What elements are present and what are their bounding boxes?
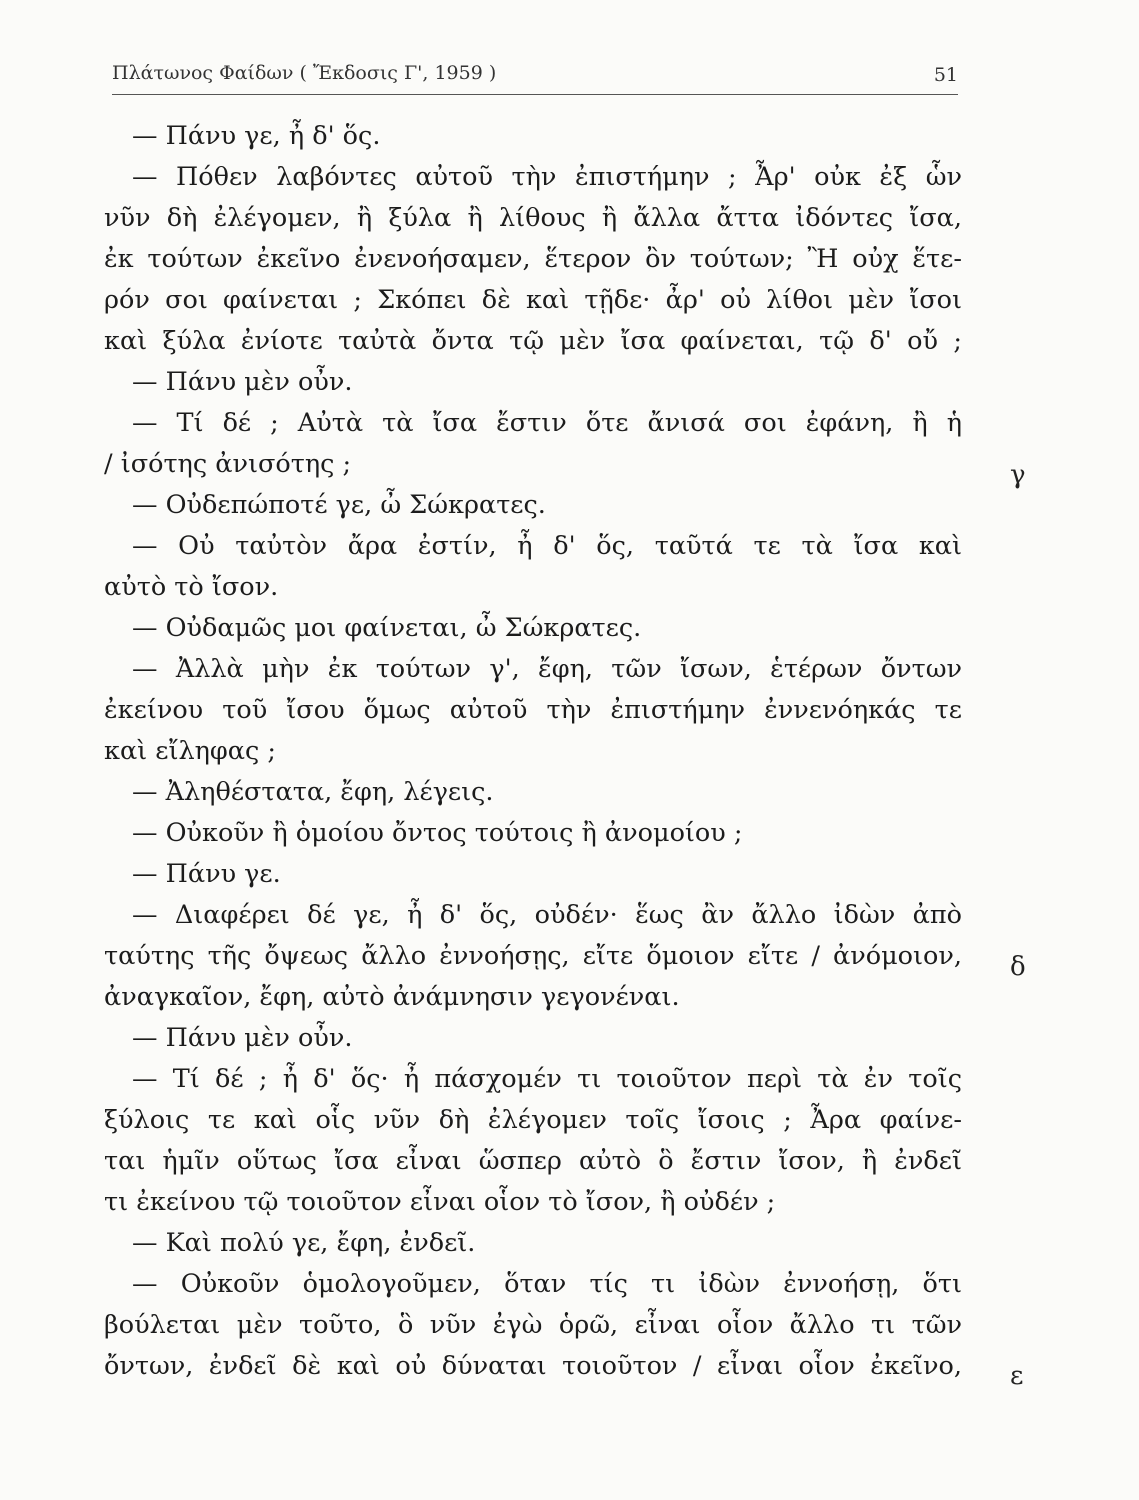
- text-line: — Οὐκοῦν ὁμολογοῦμεν, ὅταν τίς τι ἰδὼν ἐννοήσῃ, ὅτι: [132, 1269, 962, 1299]
- text-line: — Οὐδαμῶς μοι φαίνεται, ὦ Σώκρατες.: [132, 613, 642, 643]
- page-header: [112, 58, 958, 95]
- text-line: — Οὐκοῦν ἢ ὁμοίου ὄντος τούτοις ἢ ἀνομοίου ;: [132, 818, 743, 848]
- text-line: ξύλοις τε καὶ οἷς νῦν δὴ ἐλέγομεν τοῖς ἴσοις ; Ἆρα φαίνε-: [104, 1105, 962, 1135]
- text-line: — Ἀλλὰ μὴν ἐκ τούτων γ', ἔφη, τῶν ἴσων, ἑτέρων ὄντων: [132, 654, 962, 684]
- text-line: — Πάνυ γε.: [132, 859, 281, 889]
- text-line: ὄντων, ἐνδεῖ δὲ καὶ οὐ δύναται τοιοῦτον / εἶναι οἷον ἐκεῖνο,: [104, 1351, 962, 1381]
- text-line: νῦν δὴ ἐλέγομεν, ἢ ξύλα ἢ λίθους ἢ ἄλλα ἄττα ἰδόντες ἴσα,: [104, 203, 962, 233]
- margin-section-letter: ε: [1010, 1361, 1024, 1391]
- text-line: — Τί δέ ; Αὐτὰ τὰ ἴσα ἔστιν ὅτε ἄνισά σοι ἐφάνη, ἢ ἡ: [132, 408, 962, 438]
- text-line: ται ἡμῖν οὕτως ἴσα εἶναι ὥσπερ αὐτὸ ὃ ἔστιν ἴσον, ἢ ἐνδεῖ: [104, 1146, 962, 1176]
- running-title: Πλάτωνος Φαίδων ( Ἔκδοσις Γ', 1959 ): [112, 62, 497, 84]
- text-line: βούλεται μὲν τοῦτο, ὃ νῦν ἐγὼ ὁρῶ, εἶναι οἷον ἄλλο τι τῶν: [104, 1310, 962, 1340]
- text-line: καὶ εἴληφας ;: [104, 736, 276, 766]
- text-line: αὐτὸ τὸ ἴσον.: [104, 572, 279, 602]
- text-line: / ἰσότης ἀνισότης ;: [104, 449, 352, 479]
- text-line: — Τί δέ ; ἦ δ' ὅς· ἦ πάσχομέν τι τοιοῦτον περὶ τὰ ἐν τοῖς: [132, 1064, 962, 1094]
- margin-section-letter: δ: [1010, 952, 1026, 982]
- text-line: — Πάνυ μὲν οὖν.: [132, 1023, 353, 1053]
- text-line: — Πάνυ γε, ἦ δ' ὅς.: [132, 121, 381, 151]
- text-line: τι ἐκείνου τῷ τοιοῦτον εἶναι οἷον τὸ ἴσον, ἢ οὐδέν ;: [104, 1187, 776, 1217]
- text-line: — Ἀληθέστατα, ἔφη, λέγεις.: [132, 777, 494, 807]
- text-line: ἀναγκαῖον, ἔφη, αὐτὸ ἀνάμνησιν γεγονέναι.: [104, 982, 680, 1012]
- page-number: 51: [933, 64, 958, 86]
- text-line: — Οὐ ταὐτὸν ἄρα ἐστίν, ἦ δ' ὅς, ταῦτά τε τὰ ἴσα καὶ: [132, 531, 962, 561]
- text-line: ταύτης τῆς ὄψεως ἄλλο ἐννοήσῃς, εἴτε ὅμοιον εἴτε / ἀνόμοιον,: [104, 941, 962, 971]
- text-line: — Διαφέρει δέ γε, ἦ δ' ὅς, οὐδέν· ἕως ἂν ἄλλο ἰδὼν ἀπὸ: [132, 900, 962, 930]
- text-line: — Πάνυ μὲν οὖν.: [132, 367, 353, 397]
- text-line: ἐκείνου τοῦ ἴσου ὅμως αὐτοῦ τὴν ἐπιστήμην ἐννενόηκάς τε: [104, 695, 962, 725]
- text-line: καὶ ξύλα ἐνίοτε ταὐτὰ ὄντα τῷ μὲν ἴσα φαίνεται, τῷ δ' οὔ ;: [104, 326, 962, 356]
- text-body: [104, 116, 962, 1387]
- text-line: ρόν σοι φαίνεται ; Σκόπει δὲ καὶ τῇδε· ἆρ' οὐ λίθοι μὲν ἴσοι: [104, 285, 962, 315]
- text-line: — Καὶ πολύ γε, ἔφη, ἐνδεῖ.: [132, 1228, 476, 1258]
- text-line: — Οὐδεπώποτέ γε, ὦ Σώκρατες.: [132, 490, 546, 520]
- margin-section-letter: γ: [1010, 460, 1026, 490]
- text-line: ἐκ τούτων ἐκεῖνο ἐνενοήσαμεν, ἕτερον ὂν τούτων; Ἢ οὐχ ἕτε-: [104, 244, 962, 274]
- text-line: — Πόθεν λαβόντες αὐτοῦ τὴν ἐπιστήμην ; Ἆρ' οὐκ ἐξ ὧν: [132, 162, 962, 192]
